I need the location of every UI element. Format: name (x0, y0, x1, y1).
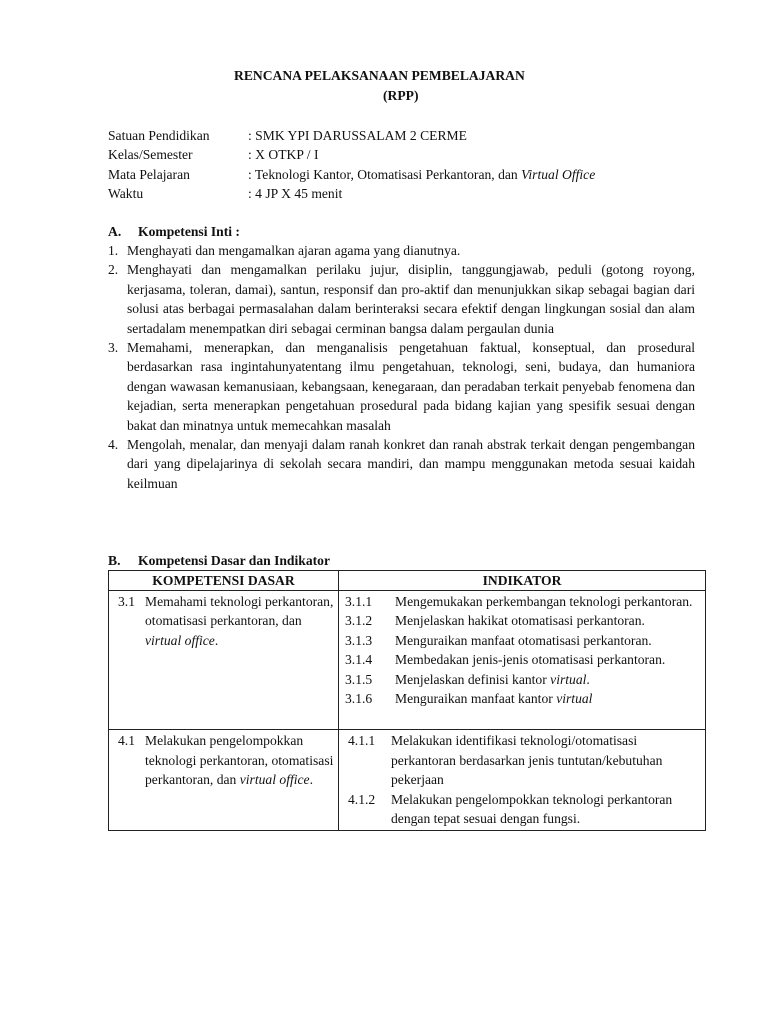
indicator-text-plain: Menguraikan manfaat kantor (395, 691, 557, 707)
indicator-number: 3.1.6 (345, 691, 373, 707)
list-item-text: Menghayati dan mengamalkan ajaran agama yang dianutnya. (127, 243, 461, 258)
list-item-text: Mengolah, menalar, dan menyaji dalam ranah konkret dan ranah abstrak terkait dengan pengembangan dari yang dipelajarinya di sekolah secara mandiri, dan mampu menggunakan metoda sesuai kaidah keilmuan (127, 437, 695, 491)
indicator-number: 3.1.3 (345, 632, 373, 648)
indicator-text: Melakukan pengelompokkan teknologi perkantoran dengan tepat sesuai dengan fungsi. (391, 791, 673, 827)
section-title: Kompetensi Inti : (138, 224, 240, 239)
indicator-text: Mengemukakan perkembangan teknologi perkantoran. (395, 594, 693, 609)
kd-indikator-table (108, 570, 706, 831)
meta-label: Satuan Pendidikan (108, 128, 210, 143)
list-item (108, 435, 695, 493)
indicator-number: 3.1.2 (345, 613, 373, 629)
list-item-number: 3. (108, 340, 119, 356)
indicator-text (395, 691, 592, 706)
kd-text-italic: virtual office (239, 772, 310, 788)
indicator-item (345, 689, 699, 708)
indicator-item (345, 650, 699, 669)
meta-value: : 4 JP X 45 menit (248, 186, 343, 202)
section-title: Kompetensi Dasar dan Indikator (138, 553, 330, 568)
kd-text-tail: . (214, 632, 219, 648)
indicator-cell (339, 730, 706, 831)
meta-label: Mata Pelajaran (108, 166, 190, 182)
indicator-item (345, 592, 699, 611)
table-header-row (109, 571, 706, 591)
meta-label: Kelas/Semester (108, 147, 193, 163)
table-row (109, 730, 706, 831)
kd-text-italic: virtual office (145, 632, 215, 648)
indicator-text-plain: Menjelaskan definisi kantor (395, 671, 551, 687)
kompetensi-inti-list (108, 241, 695, 493)
kd-text-plain: Melakukan pengelompokkan teknologi perkantoran, otomatisasi perkantoran, dan (145, 733, 334, 788)
indicator-text-italic: virtual (556, 691, 593, 707)
section-a-heading (108, 222, 240, 241)
indicator-cell (339, 591, 706, 730)
kd-number: 4.1 (118, 733, 135, 749)
kd-number: 3.1 (118, 594, 135, 609)
kd-text (145, 731, 334, 789)
kd-text (145, 592, 334, 650)
meta-row-satuan (108, 126, 708, 145)
indicator-text (395, 672, 590, 687)
indicator-number: 4.1.1 (348, 733, 376, 749)
indicator-number: 3.1.1 (345, 594, 373, 609)
indicator-text: Menjelaskan hakikat otomatisasi perkantoran. (395, 613, 645, 629)
list-item-number: 2. (108, 262, 119, 278)
section-letter: A. (108, 224, 122, 239)
list-item (108, 338, 695, 435)
indicator-number: 3.1.5 (345, 671, 373, 687)
meta-value-italic: Virtual Office (521, 166, 596, 182)
indicator-text: Melakukan identifikasi teknologi/otomatisasi perkantoran berdasarkan jenis tuntutan/kebutuhan pekerjaan (391, 733, 663, 788)
list-item-text: Memahami, menerapkan, dan menganalisis pengetahuan faktual, konseptual, dan prosedural berdasarkan rasa ingintahunyatentang ilmu pengetahuan, teknologi, seni, budaya, dan humaniora dengan wawasan kemanusiaan, kebangsaan, kenegaraan, dan peradaban terkait penyebab fenomena dan kejadian, serta menerapkan pengetahuan prosedural pada bidang kajian yang spesifik sesuai dengan bakat dan minatnya untuk memecahkan masalah (127, 340, 695, 433)
column-header-kompetensi-dasar: KOMPETENSI DASAR (109, 571, 339, 591)
kd-cell (109, 730, 339, 831)
indicator-item (345, 611, 699, 630)
kd-cell (109, 591, 339, 730)
table-row (109, 591, 706, 730)
indicator-text: Membedakan jenis-jenis otomatisasi perkantoran. (395, 652, 666, 668)
indicator-item (345, 790, 699, 829)
indicator-text: Menguraikan manfaat otomatisasi perkantoran. (395, 632, 652, 648)
list-item (108, 241, 695, 260)
indicator-item (345, 631, 699, 650)
meta-value: : Teknologi Kantor, Otomatisasi Perkantoran, dan (248, 166, 522, 182)
meta-row-mapel (108, 165, 708, 184)
kd-text-tail: . (309, 772, 313, 788)
meta-value: : X OTKP / I (248, 147, 319, 163)
indicator-item (345, 670, 699, 689)
indicator-item (345, 731, 699, 789)
meta-row-waktu (108, 184, 708, 203)
meta-value: : SMK YPI DARUSSALAM 2 CERME (248, 128, 467, 143)
column-header-indikator: INDIKATOR (339, 571, 706, 591)
indicator-text-italic: virtual (550, 671, 587, 687)
meta-label: Waktu (108, 186, 144, 202)
meta-value-wrap (248, 165, 595, 184)
meta-row-kelas (108, 145, 708, 164)
title-line-2: (RPP) (383, 88, 419, 103)
list-item (108, 260, 695, 338)
list-item-number: 1. (108, 243, 119, 258)
list-item-number: 4. (108, 437, 119, 453)
indicator-number: 3.1.4 (345, 652, 373, 668)
section-b-heading (108, 551, 330, 570)
indicator-number: 4.1.2 (348, 791, 376, 807)
title-line-1: RENCANA PELAKSANAAN PEMBELAJARAN (234, 68, 525, 83)
section-letter: B. (108, 553, 121, 568)
indicator-text-tail: . (586, 671, 590, 687)
kd-text-plain: Memahami teknologi perkantoran, otomatisasi perkantoran, dan (145, 594, 334, 629)
identity-block (108, 126, 708, 204)
list-item-text: Menghayati dan mengamalkan perilaku jujur, disiplin, tanggungjawab, peduli (gotong royong, kerjasama, toleran, damai), santun, responsif dan pro-aktif dan menunjukkan sikap sebagai bagian dari solusi atas berbagai permasalahan dalam berinteraksi secara efektif dengan lingkungan sosial dan alam sertadalam menempatkan diri sebagai cerminan bangsa dalam pergaulan dunia (127, 262, 695, 336)
